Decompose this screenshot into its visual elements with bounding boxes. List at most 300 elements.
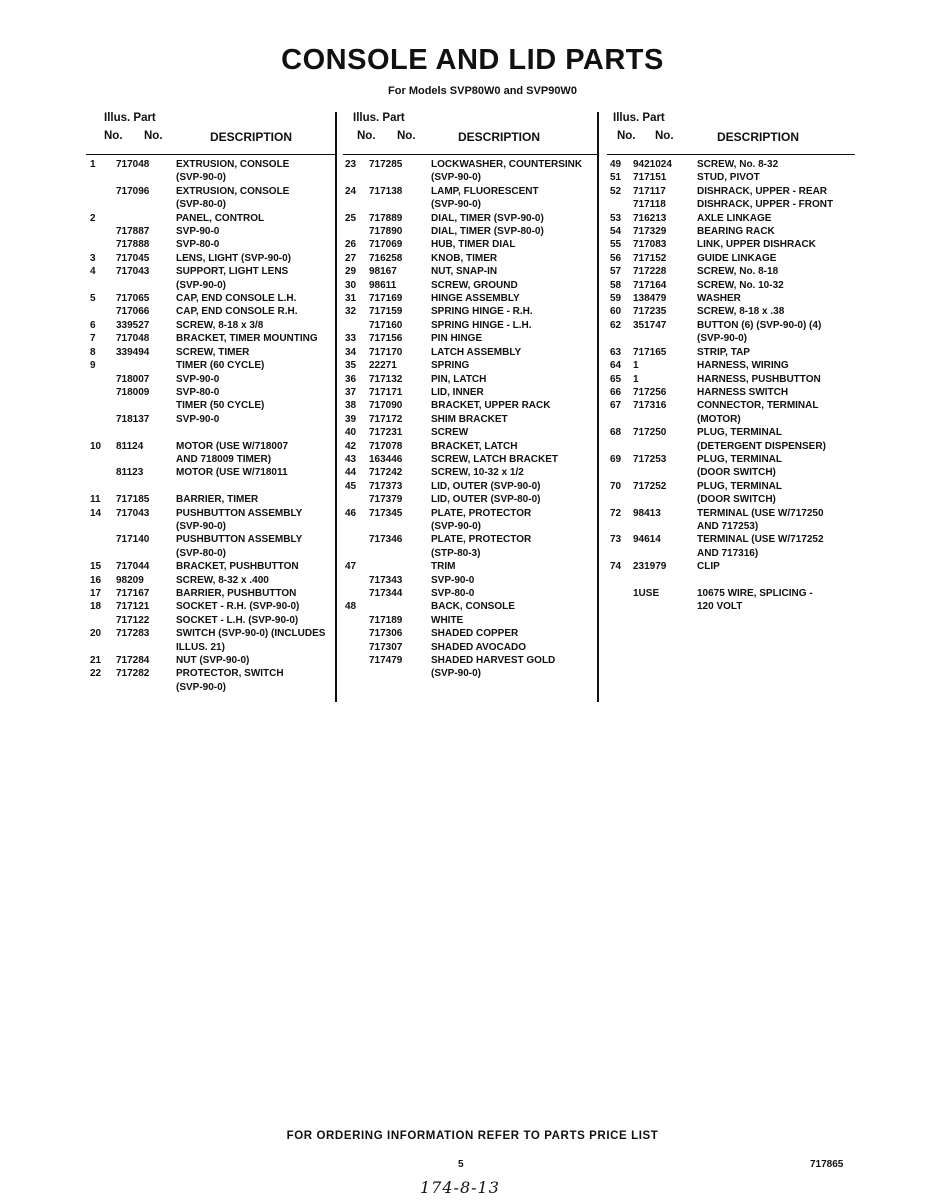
part-number: 1 <box>633 373 639 385</box>
column-header <box>86 110 336 155</box>
part-number: 81124 <box>116 440 144 452</box>
illus-number: 57 <box>610 266 622 278</box>
part-number: 717122 <box>116 614 150 626</box>
part-number: 717140 <box>116 534 150 546</box>
description-line: SCREW, 10-32 x 1/2 <box>431 467 524 479</box>
description-line: CONNECTOR, TERMINAL <box>697 400 819 412</box>
parts-row <box>86 614 336 627</box>
part-description <box>176 587 336 600</box>
parts-row <box>86 319 336 332</box>
illus-number: 55 <box>610 239 622 251</box>
part-description <box>697 533 855 560</box>
description-line: CAP, END CONSOLE L.H. <box>176 293 297 305</box>
description-line: LID, OUTER (SVP-90-0) <box>431 480 541 492</box>
parts-row <box>343 319 598 332</box>
description-line: (STP-80-3) <box>431 547 481 559</box>
illus-number: 66 <box>610 386 622 398</box>
column-header <box>607 110 855 155</box>
parts-row <box>343 587 598 600</box>
parts-row <box>607 574 855 587</box>
part-number: 1USE <box>633 588 660 599</box>
page-title: CONSOLE AND LID PARTS <box>281 44 664 76</box>
part-number: 717159 <box>369 306 403 318</box>
illus-number: 34 <box>345 346 357 358</box>
parts-row <box>86 332 336 345</box>
part-description <box>431 346 598 359</box>
illus-number: 6 <box>90 319 96 331</box>
description-line: LID, OUTER (SVP-80-0) <box>431 494 541 506</box>
parts-row <box>607 359 855 372</box>
part-description <box>176 614 336 627</box>
description-line: HINGE ASSEMBLY <box>431 293 520 305</box>
description-line: EXTRUSION, CONSOLE <box>176 185 290 197</box>
parts-row <box>607 305 855 318</box>
part-description <box>176 158 336 185</box>
parts-row <box>86 440 336 467</box>
part-number: 717069 <box>369 239 403 251</box>
part-number: 717888 <box>116 239 150 251</box>
illus-number: 49 <box>610 159 622 170</box>
illus-number: 22 <box>90 668 102 680</box>
description-line: PIN HINGE <box>431 333 483 345</box>
part-number: 718137 <box>116 413 150 425</box>
part-number: 717048 <box>116 333 150 345</box>
parts-row <box>86 252 336 265</box>
description-line: PLUG, TERMINAL <box>697 480 782 492</box>
description-line: BEARING RACK <box>697 226 775 238</box>
description-line: SPRING HINGE - L.H. <box>431 319 532 331</box>
illus-number: 52 <box>610 185 622 197</box>
part-number: 717172 <box>369 413 403 425</box>
description-line: (SVP-80-0) <box>176 199 227 211</box>
parts-row <box>343 225 598 238</box>
description-line: DIAL, TIMER (SVP-90-0) <box>431 212 544 224</box>
description-line: (DOOR SWITCH) <box>697 494 776 506</box>
illus-number: 20 <box>90 628 102 640</box>
part-description <box>431 587 598 600</box>
description-line: SWITCH (SVP-90-0) (INCLUDES <box>176 628 326 640</box>
description-line: SCREW, 8-18 x .38 <box>697 306 785 318</box>
page-subtitle: For Models SVP80W0 and SVP90W0 <box>388 85 577 97</box>
illus-number: 74 <box>610 561 622 573</box>
part-description <box>431 359 598 372</box>
parts-row <box>343 185 598 212</box>
part-description <box>431 252 598 265</box>
description-line: DISHRACK, UPPER - FRONT <box>697 199 834 211</box>
description-line: HARNESS, WIRING <box>697 360 789 372</box>
part-description <box>431 238 598 251</box>
parts-row <box>343 533 598 560</box>
part-description <box>431 279 598 292</box>
description-line: (SVP-90-0) <box>697 333 748 345</box>
illus-number: 68 <box>610 427 622 439</box>
parts-row <box>86 627 336 654</box>
description-line: WASHER <box>697 293 741 305</box>
part-description <box>431 480 598 493</box>
illus-number: 33 <box>345 333 357 345</box>
part-description <box>176 238 336 251</box>
parts-row <box>343 426 598 439</box>
parts-row <box>86 600 336 613</box>
description-line: SCREW, TIMER <box>176 346 250 358</box>
part-number: 163446 <box>369 453 403 465</box>
illus-number: 15 <box>90 561 102 573</box>
part-number: 9421024 <box>633 159 672 170</box>
description-line: KNOB, TIMER <box>431 252 498 264</box>
description-line: SVP-90-0 <box>431 574 475 586</box>
description-line: LAMP, FLUORESCENT <box>431 185 539 197</box>
header-illus-no: No. <box>104 130 123 142</box>
parts-row <box>86 359 336 372</box>
description-line: CAP, END CONSOLE R.H. <box>176 306 298 318</box>
illus-number: 26 <box>345 239 357 251</box>
description-line: SCREW, No. 10-32 <box>697 279 784 291</box>
part-description <box>176 212 336 225</box>
illus-number: 45 <box>345 480 357 492</box>
part-description <box>431 158 598 185</box>
illus-number: 37 <box>345 386 357 398</box>
part-description <box>176 386 336 399</box>
part-number: 98167 <box>369 266 397 278</box>
parts-row <box>607 399 855 426</box>
parts-row <box>607 386 855 399</box>
part-number: 22271 <box>369 360 397 372</box>
parts-row <box>343 346 598 359</box>
part-description <box>697 265 855 278</box>
part-description <box>697 212 855 225</box>
part-description <box>431 493 598 506</box>
parts-row <box>343 158 598 185</box>
description-line: PLATE, PROTECTOR <box>431 507 532 519</box>
parts-row <box>86 413 336 426</box>
parts-row <box>343 359 598 372</box>
part-number: 717235 <box>633 306 667 318</box>
part-number: 717118 <box>633 199 666 211</box>
part-number: 717479 <box>369 655 403 667</box>
illus-number: 47 <box>345 561 357 573</box>
description-line <box>176 480 336 493</box>
parts-row <box>343 507 598 534</box>
description-line: SVP-90-0 <box>176 373 220 385</box>
parts-row <box>86 507 336 534</box>
header-description: DESCRIPTION <box>210 130 293 144</box>
header-description: DESCRIPTION <box>717 130 800 144</box>
description-line: TIMER (50 CYCLE) <box>176 400 265 412</box>
part-number: 717048 <box>116 159 150 170</box>
part-number: 98611 <box>369 279 397 291</box>
illus-number: 1 <box>90 159 96 170</box>
part-description <box>176 265 336 292</box>
parts-row <box>343 399 598 412</box>
part-description <box>176 399 336 412</box>
part-number: 717346 <box>369 534 403 546</box>
part-description <box>697 319 855 346</box>
part-description <box>176 466 336 479</box>
part-number: 717307 <box>369 641 403 653</box>
illus-number: 42 <box>345 440 357 452</box>
part-number: 717887 <box>116 226 150 238</box>
part-description <box>431 185 598 212</box>
description-line: SVP-80-0 <box>176 239 220 251</box>
part-number: 717066 <box>116 306 150 318</box>
description-line: SVP-90-0 <box>176 413 220 425</box>
description-line: MOTOR (USE W/718007 <box>176 440 289 452</box>
description-line: EXTRUSION, CONSOLE <box>176 159 290 170</box>
part-number: 717329 <box>633 226 667 238</box>
part-number: 717170 <box>369 346 403 358</box>
part-description <box>697 574 855 587</box>
parts-row <box>607 212 855 225</box>
part-number: 717889 <box>369 212 403 224</box>
part-description <box>431 507 598 534</box>
part-description <box>176 533 336 560</box>
part-description <box>697 480 855 507</box>
part-number: 1 <box>633 360 639 372</box>
part-description <box>697 359 855 372</box>
description-line: PANEL, CONTROL <box>176 212 265 224</box>
part-description <box>431 426 598 439</box>
description-line: (SVP-90-0) <box>431 199 482 211</box>
description-line: SHIM BRACKET <box>431 413 508 425</box>
illus-number: 43 <box>345 453 357 465</box>
part-number: 717156 <box>369 333 403 345</box>
description-line: (SVP-90-0) <box>176 172 227 184</box>
parts-row <box>343 238 598 251</box>
part-description <box>431 453 598 466</box>
parts-row <box>607 373 855 386</box>
illus-number: 2 <box>90 212 96 224</box>
description-line: SHADED HARVEST GOLD <box>431 655 556 667</box>
description-line: (SVP-90-0) <box>176 520 227 532</box>
part-number: 717242 <box>369 467 403 479</box>
description-line: AND 718009 TIMER) <box>176 453 272 465</box>
part-description <box>431 654 598 681</box>
description-line: BRACKET, TIMER MOUNTING <box>176 333 318 345</box>
parts-row <box>86 292 336 305</box>
header-part-no: No. <box>655 130 674 142</box>
description-line: SOCKET - R.H. (SVP-90-0) <box>176 601 300 613</box>
parts-row <box>607 587 855 614</box>
parts-row <box>607 279 855 292</box>
description-line: BUTTON (6) (SVP-90-0) (4) <box>697 319 822 331</box>
description-line: AXLE LINKAGE <box>697 212 772 224</box>
parts-list <box>343 155 598 681</box>
illus-number: 21 <box>90 655 102 667</box>
part-number: 717373 <box>369 480 403 492</box>
part-number: 717252 <box>633 480 667 492</box>
description-line: AND 717253) <box>697 520 759 532</box>
parts-row <box>343 627 598 640</box>
description-line: NUT (SVP-90-0) <box>176 655 250 667</box>
part-number: 717152 <box>633 252 667 264</box>
part-number: 339494 <box>116 346 150 358</box>
illus-number: 44 <box>345 467 357 479</box>
illus-number: 17 <box>90 588 102 599</box>
part-number: 231979 <box>633 561 667 573</box>
illus-number: 31 <box>345 293 357 305</box>
description-line: MOTOR (USE W/718011 <box>176 467 288 479</box>
parts-row <box>86 265 336 292</box>
illus-number: 30 <box>345 279 357 291</box>
part-description <box>697 560 855 573</box>
part-description <box>176 507 336 534</box>
part-description <box>697 399 855 426</box>
parts-row <box>86 185 336 212</box>
description-line: (DETERGENT DISPENSER) <box>697 440 826 452</box>
part-number: 717228 <box>633 266 667 278</box>
part-description <box>176 440 336 467</box>
part-number: 716213 <box>633 212 667 224</box>
part-description <box>697 238 855 251</box>
description-line: (SVP-80-0) <box>176 547 227 559</box>
parts-row <box>607 238 855 251</box>
part-number: 717231 <box>369 427 403 439</box>
part-description <box>697 386 855 399</box>
part-description <box>431 332 598 345</box>
part-description <box>697 305 855 318</box>
column-header <box>343 110 598 155</box>
part-description <box>431 399 598 412</box>
description-line: BRACKET, PUSHBUTTON <box>176 561 299 573</box>
description-line: BARRIER, PUSHBUTTON <box>176 588 297 599</box>
parts-row <box>343 265 598 278</box>
parts-row <box>86 493 336 506</box>
description-line: SCREW, GROUND <box>431 279 518 291</box>
description-line: HARNESS SWITCH <box>697 386 789 398</box>
parts-row <box>343 305 598 318</box>
part-description <box>176 480 336 493</box>
part-number: 717151 <box>633 172 667 184</box>
parts-row <box>343 574 598 587</box>
parts-row <box>607 319 855 346</box>
description-line: TIMER (60 CYCLE) <box>176 360 265 372</box>
part-number: 717256 <box>633 386 667 398</box>
parts-row <box>343 279 598 292</box>
part-description <box>176 654 336 667</box>
parts-row <box>607 158 855 171</box>
illus-number: 29 <box>345 266 357 278</box>
description-line: SCREW, 8-18 x 3/8 <box>176 319 264 331</box>
illus-number: 7 <box>90 333 96 345</box>
description-line: STRIP, TAP <box>697 346 750 358</box>
illus-number: 24 <box>345 185 357 197</box>
description-line: PLATE, PROTECTOR <box>431 534 532 546</box>
description-line: SVP-80-0 <box>176 386 220 398</box>
part-number: 81123 <box>116 467 144 479</box>
illus-number: 54 <box>610 226 622 238</box>
part-number: 717165 <box>633 346 667 358</box>
description-line: (SVP-90-0) <box>431 520 482 532</box>
illus-number: 60 <box>610 306 622 318</box>
description-line: BRACKET, UPPER RACK <box>431 400 551 412</box>
illus-number: 38 <box>345 400 357 412</box>
part-description <box>176 305 336 318</box>
part-description <box>176 600 336 613</box>
illus-number: 64 <box>610 360 622 372</box>
parts-row <box>343 600 598 613</box>
illus-number: 40 <box>345 427 357 439</box>
description-line: DISHRACK, UPPER - REAR <box>697 185 828 197</box>
part-number: 717345 <box>369 507 403 519</box>
parts-row <box>607 453 855 480</box>
description-line: HUB, TIMER DIAL <box>431 239 516 251</box>
part-description <box>176 493 336 506</box>
illus-number: 39 <box>345 413 357 425</box>
part-number: 351747 <box>633 319 667 331</box>
header-description: DESCRIPTION <box>458 130 541 144</box>
description-line: LINK, UPPER DISHRACK <box>697 239 816 251</box>
part-description <box>176 332 336 345</box>
parts-row <box>607 560 855 573</box>
parts-row <box>607 292 855 305</box>
illus-number: 53 <box>610 212 622 224</box>
ordering-footer: FOR ORDERING INFORMATION REFER TO PARTS PRICE LIST <box>286 1130 659 1142</box>
part-number: 717117 <box>633 185 666 197</box>
part-description <box>176 292 336 305</box>
illus-number: 10 <box>90 440 102 452</box>
parts-row <box>86 466 336 479</box>
part-description <box>431 560 598 573</box>
description-line: 120 VOLT <box>697 601 743 613</box>
description-line: DIAL, TIMER (SVP-80-0) <box>431 226 544 238</box>
part-description <box>431 413 598 426</box>
part-number: 717083 <box>633 239 667 251</box>
part-description <box>176 667 336 694</box>
parts-list <box>607 155 855 614</box>
illus-number: 62 <box>610 319 622 331</box>
part-number: 717343 <box>369 574 403 586</box>
parts-row <box>343 614 598 627</box>
part-number: 717379 <box>369 494 403 506</box>
parts-row <box>86 654 336 667</box>
parts-row <box>607 225 855 238</box>
description-line: SCREW, No. 8-18 <box>697 266 779 278</box>
part-description <box>431 386 598 399</box>
part-number: 717169 <box>369 293 403 305</box>
parts-row <box>607 185 855 198</box>
description-line: LENS, LIGHT (SVP-90-0) <box>176 252 292 264</box>
part-number: 717043 <box>116 266 150 278</box>
parts-row <box>343 493 598 506</box>
parts-row <box>86 386 336 399</box>
description-line: (SVP-90-0) <box>431 172 482 184</box>
part-number: 339527 <box>116 319 150 331</box>
parts-row <box>86 305 336 318</box>
parts-row <box>607 171 855 184</box>
part-number: 717121 <box>116 601 150 613</box>
header-illus-part: Illus. Part <box>613 112 665 124</box>
parts-row <box>343 641 598 654</box>
part-number: 717164 <box>633 279 667 291</box>
part-number: 717306 <box>369 628 403 640</box>
parts-row <box>86 373 336 386</box>
part-number: 98413 <box>633 507 661 519</box>
part-number: 717160 <box>369 319 403 331</box>
part-description <box>697 426 855 453</box>
description-line: SHADED COPPER <box>431 628 519 640</box>
illus-number: 25 <box>345 212 357 224</box>
description-line: NUT, SNAP-IN <box>431 266 498 278</box>
description-line: SPRING <box>431 360 470 372</box>
description-line: (SVP-90-0) <box>176 681 227 693</box>
description-line: (MOTOR) <box>697 413 741 425</box>
illus-number: 11 <box>90 494 101 506</box>
part-description <box>697 185 855 198</box>
illus-number: 69 <box>610 453 622 465</box>
part-description <box>697 279 855 292</box>
illus-number: 46 <box>345 507 357 519</box>
parts-row <box>86 560 336 573</box>
